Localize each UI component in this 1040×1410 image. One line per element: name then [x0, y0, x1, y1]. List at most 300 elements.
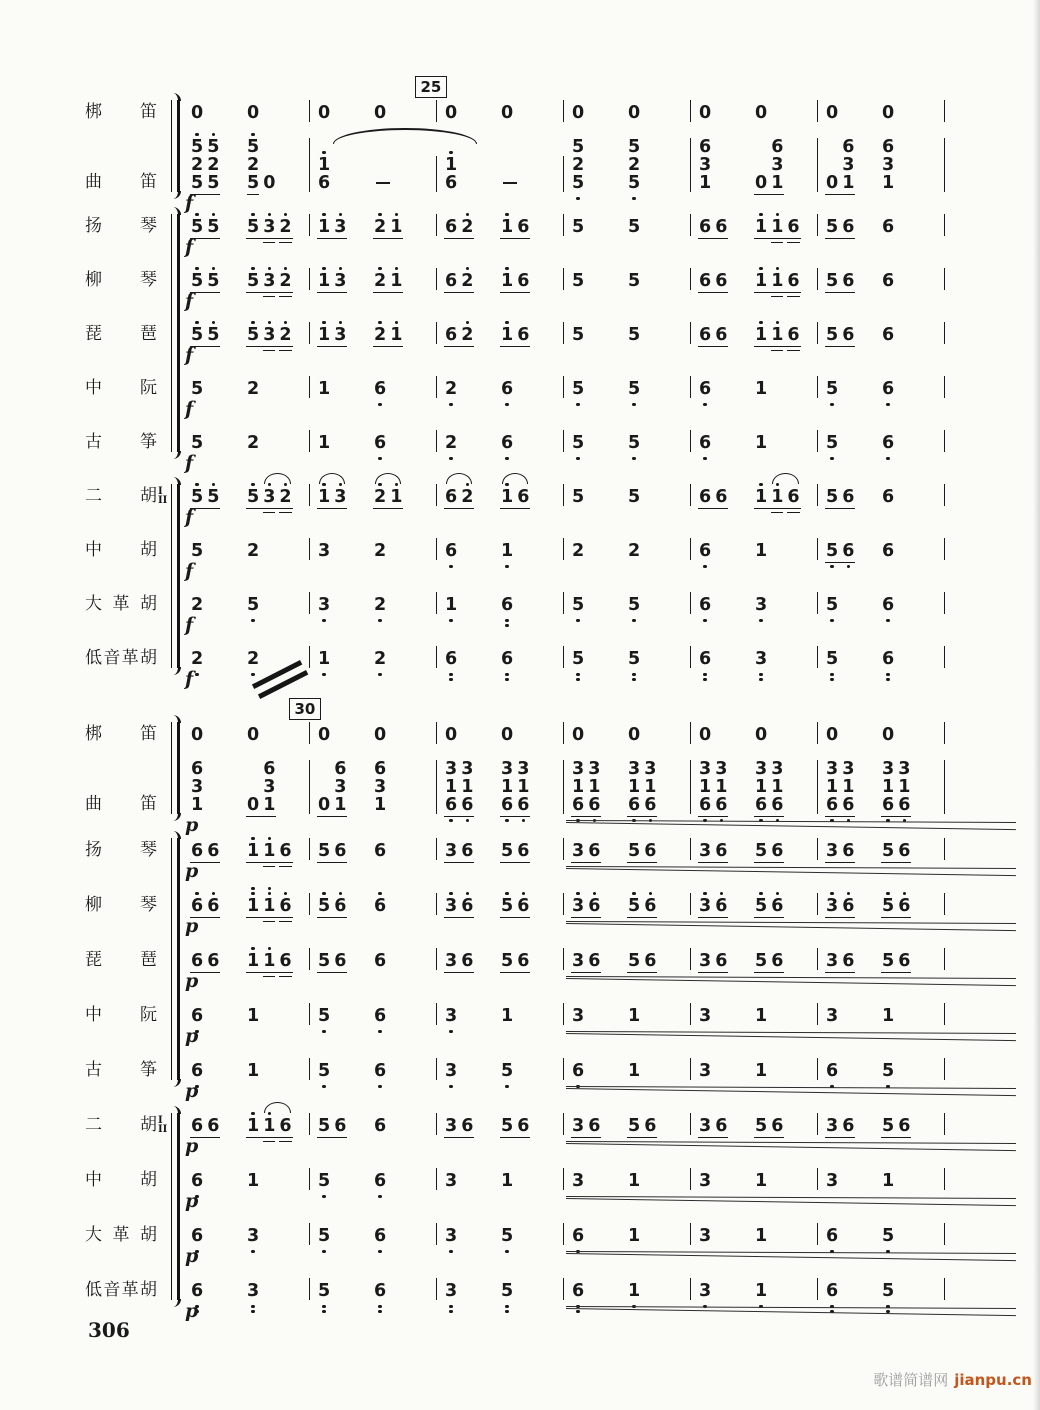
note: 6	[572, 1062, 584, 1080]
note: 6	[191, 951, 204, 971]
note: 3	[334, 218, 346, 236]
chord-note: 6 3 1	[334, 759, 347, 815]
note: 3	[572, 1116, 585, 1136]
note: 1	[771, 272, 783, 290]
watermark-link[interactable]: jianpu.cn	[954, 1371, 1032, 1389]
note: 0	[318, 725, 331, 745]
note: 1	[755, 433, 768, 453]
measure	[818, 646, 945, 668]
note: 1	[755, 488, 767, 506]
note: 6	[374, 434, 386, 452]
beat	[317, 380, 373, 398]
note: 6	[374, 1116, 387, 1136]
instrument-row-guzheng	[85, 430, 945, 474]
instrument-row-liuqin	[85, 268, 945, 312]
note: 1	[501, 488, 513, 506]
note: 2	[247, 379, 260, 399]
note: 0	[445, 103, 458, 123]
instrument-label-guzheng: 古筝	[85, 1060, 157, 1080]
dynamic-mark: p	[185, 915, 199, 937]
beat	[571, 596, 627, 614]
beat	[373, 434, 429, 452]
beat	[627, 952, 683, 970]
note: 6	[517, 897, 529, 915]
measure	[437, 100, 564, 122]
note: 2	[191, 650, 203, 668]
beat	[881, 760, 937, 814]
note: 3	[445, 951, 458, 971]
beat	[246, 104, 302, 122]
instrument-row-zhongruan	[85, 1003, 945, 1047]
note: 2	[374, 326, 386, 344]
note: 2	[374, 650, 386, 668]
note: 2	[247, 541, 260, 561]
beat	[881, 380, 937, 398]
beat	[373, 596, 429, 614]
instrument-row-dagehu	[85, 592, 945, 636]
instrument-row-erhu	[85, 1113, 945, 1157]
beat	[754, 326, 810, 344]
measures	[183, 214, 945, 236]
measure	[310, 1113, 437, 1135]
note: 5	[628, 380, 640, 398]
measure	[691, 1003, 818, 1025]
measure	[437, 948, 564, 970]
beat	[825, 138, 881, 192]
note: 6	[699, 434, 711, 452]
note: 6	[374, 1062, 386, 1080]
beat	[754, 1227, 810, 1245]
dynamic-mark: f	[185, 192, 194, 214]
note: 6	[699, 325, 712, 345]
note: 3	[247, 1282, 259, 1300]
note: 1	[318, 272, 330, 290]
watermark-site-name: 歌谱简谱网	[873, 1371, 949, 1389]
note: 5	[882, 1062, 894, 1080]
beat	[698, 760, 754, 814]
measure	[691, 268, 818, 290]
note: 6	[588, 841, 601, 861]
measure	[437, 893, 564, 915]
beat	[444, 1007, 500, 1025]
note: 5	[826, 487, 839, 507]
beat	[444, 897, 500, 915]
beat	[754, 1062, 810, 1080]
note: 6	[842, 271, 855, 291]
chord-note: 6 3 1	[191, 759, 204, 815]
note: 6	[898, 951, 911, 971]
note: 5	[191, 433, 204, 453]
beat	[571, 272, 627, 290]
dynamic-mark: p	[185, 1190, 199, 1212]
beat	[627, 1117, 683, 1135]
beat	[825, 1117, 881, 1135]
measure	[437, 322, 564, 344]
note: 6	[191, 1007, 203, 1025]
note: 3	[755, 650, 767, 668]
beat	[246, 760, 302, 814]
instrument-label-guzheng: 古筝	[85, 432, 157, 452]
note: 5	[628, 217, 641, 237]
beat	[500, 1172, 556, 1190]
measures	[183, 484, 945, 506]
beat	[754, 1007, 810, 1025]
measure	[437, 1168, 564, 1190]
note: 2	[247, 650, 259, 668]
measure	[818, 1168, 945, 1190]
slur-group	[374, 488, 402, 506]
note: 6	[644, 1116, 657, 1136]
beat	[317, 1117, 373, 1135]
measure	[310, 538, 437, 560]
measure	[437, 376, 564, 398]
note: 6	[191, 1116, 204, 1136]
measures	[183, 138, 945, 192]
note: 5	[191, 488, 203, 506]
instrument-row-diyingehu	[85, 646, 945, 690]
note: 1	[755, 1171, 768, 1191]
note: 6	[715, 1116, 728, 1136]
note: 5	[207, 272, 219, 290]
dynamic-mark: p	[185, 970, 199, 992]
note: 5	[207, 326, 219, 344]
beat	[825, 650, 881, 668]
note: 6	[517, 325, 530, 345]
note: 5	[628, 1116, 641, 1136]
beat	[190, 842, 246, 860]
note: 5	[628, 897, 640, 915]
note: 5	[628, 841, 641, 861]
beat	[317, 272, 373, 290]
measure	[310, 948, 437, 970]
chord-note: 3 1 6	[461, 760, 473, 814]
beat	[500, 842, 556, 860]
note: 5	[628, 487, 641, 507]
crescendo-lines	[566, 1138, 1016, 1150]
beat	[698, 218, 754, 236]
beat	[444, 1062, 500, 1080]
note: 2	[445, 380, 457, 398]
beat	[500, 488, 556, 506]
measure	[310, 268, 437, 290]
measure	[564, 430, 691, 452]
measure	[437, 538, 564, 560]
measure	[183, 893, 310, 915]
beat	[754, 434, 810, 452]
measure	[691, 592, 818, 614]
beat	[627, 1172, 683, 1190]
measures	[183, 1223, 945, 1245]
measure	[691, 376, 818, 398]
beat	[627, 1062, 683, 1080]
measure	[818, 948, 945, 970]
instrument-row-bangdi	[85, 722, 945, 744]
note: 3	[699, 897, 711, 915]
beat	[571, 104, 627, 122]
chord-note: 6 3 1	[842, 137, 855, 193]
measures	[183, 268, 945, 290]
note: 2	[461, 326, 473, 344]
instrument-label-qudi: 曲笛	[85, 172, 157, 192]
beat	[500, 897, 556, 915]
beat	[881, 542, 937, 560]
beat	[825, 1172, 881, 1190]
measures	[183, 322, 945, 344]
instrument-label-zhongruan: 中阮	[85, 378, 157, 398]
measure	[564, 376, 691, 398]
beat	[317, 952, 373, 970]
note: 5	[318, 951, 331, 971]
note: 5	[755, 1116, 768, 1136]
note: 0	[501, 725, 514, 745]
measure	[818, 138, 945, 192]
beat	[190, 952, 246, 970]
measure	[818, 1058, 945, 1080]
beat	[317, 596, 373, 614]
measures	[183, 760, 945, 814]
note: 1	[318, 488, 330, 506]
beat	[246, 1007, 302, 1025]
beat	[698, 596, 754, 614]
beat	[444, 488, 500, 506]
system-1-rows	[85, 100, 945, 690]
dynamic-mark: p	[185, 1135, 199, 1157]
chord-note: 5 2 5	[572, 138, 584, 192]
note: 6	[207, 841, 220, 861]
note: 2	[279, 326, 291, 344]
note: 0	[572, 725, 585, 745]
note: 5	[501, 841, 514, 861]
note: 1	[390, 488, 402, 506]
beat	[500, 434, 556, 452]
dynamic-mark: p	[185, 1025, 199, 1047]
note: 0	[263, 173, 276, 193]
beat	[190, 1227, 246, 1245]
note: 2	[461, 218, 473, 236]
note: 5	[501, 951, 514, 971]
note: 6	[445, 325, 458, 345]
measure	[564, 138, 691, 192]
beat	[246, 952, 302, 970]
note: 5	[882, 841, 895, 861]
beat	[627, 650, 683, 668]
note: 2	[279, 218, 291, 236]
measure	[691, 1168, 818, 1190]
beat	[190, 1117, 246, 1135]
beat	[317, 1227, 373, 1245]
beat	[190, 1172, 246, 1190]
note: 3	[826, 1116, 839, 1136]
measure	[437, 1058, 564, 1080]
note: 0	[699, 725, 712, 745]
note: 1	[318, 379, 331, 399]
beat	[373, 650, 429, 668]
beat	[754, 726, 810, 744]
beat	[246, 1227, 302, 1245]
beat	[373, 380, 429, 398]
note: 3	[334, 326, 346, 344]
beat	[317, 434, 373, 452]
beat	[317, 104, 373, 122]
dynamic-mark: p	[185, 1300, 199, 1322]
beat	[881, 1172, 937, 1190]
note: 6	[882, 325, 895, 345]
note: 6	[517, 271, 530, 291]
note: 3	[826, 841, 839, 861]
beat	[627, 726, 683, 744]
beat	[571, 952, 627, 970]
note: 3	[826, 1171, 839, 1191]
measure	[564, 268, 691, 290]
chord-note: 1 6	[445, 156, 457, 192]
measure	[310, 376, 437, 398]
beat	[500, 1227, 556, 1245]
beat	[698, 1172, 754, 1190]
note: 1	[771, 326, 783, 344]
note: 6	[572, 1227, 584, 1245]
note: 6	[644, 951, 657, 971]
beat	[246, 842, 302, 860]
note: 1	[755, 218, 767, 236]
measure	[691, 948, 818, 970]
measure	[564, 893, 691, 915]
measure	[691, 538, 818, 560]
instrument-row-zhonghu	[85, 1168, 945, 1212]
beat	[627, 138, 683, 192]
note: 6	[517, 217, 530, 237]
note: 6	[842, 542, 854, 560]
note: 5	[628, 951, 641, 971]
measure	[691, 838, 818, 860]
beat	[698, 650, 754, 668]
measure	[183, 430, 310, 452]
measures	[183, 1278, 945, 1300]
note: 3	[699, 951, 712, 971]
beat	[571, 380, 627, 398]
beat	[698, 1227, 754, 1245]
measure	[310, 430, 437, 452]
chord-note: 5 2 5	[247, 138, 259, 192]
beat	[373, 488, 429, 506]
note: 6	[445, 542, 457, 560]
beat	[825, 1007, 881, 1025]
measure	[310, 838, 437, 860]
beat	[825, 104, 881, 122]
measure	[564, 1113, 691, 1135]
note: 6	[191, 1062, 203, 1080]
note: 5	[572, 271, 585, 291]
note: 0	[826, 725, 839, 745]
beat	[571, 1227, 627, 1245]
note: 5	[755, 841, 768, 861]
note: 5	[318, 1007, 330, 1025]
measure	[183, 592, 310, 614]
note: 0	[882, 103, 895, 123]
system-2	[85, 699, 945, 1333]
beat	[246, 138, 302, 192]
measure	[437, 214, 564, 236]
instrument-label-zhonghu: 中胡	[85, 540, 157, 560]
note: 3	[699, 1006, 712, 1026]
measures	[183, 838, 945, 860]
beat	[627, 1227, 683, 1245]
measure	[818, 214, 945, 236]
instrument-row-dagehu	[85, 1223, 945, 1267]
measure	[183, 1058, 310, 1080]
chord-note: 3 1 6	[588, 760, 600, 814]
note: 1	[755, 1061, 768, 1081]
note: 0	[826, 173, 839, 193]
beat	[500, 104, 556, 122]
crescendo-lines	[566, 1028, 1016, 1040]
beat	[373, 104, 429, 122]
chord-note: 3 1 6	[842, 760, 854, 814]
note: 6	[771, 841, 784, 861]
instrument-row-bangdi	[85, 100, 945, 122]
measure	[183, 376, 310, 398]
beat	[881, 138, 937, 192]
note: 1	[628, 1061, 641, 1081]
beat	[500, 650, 556, 668]
note: 1	[247, 1117, 259, 1135]
beat	[881, 842, 937, 860]
beat	[444, 1282, 500, 1300]
note: 1	[755, 1006, 768, 1026]
note: 3	[318, 541, 331, 561]
note: 2	[247, 433, 260, 453]
beat	[881, 1227, 937, 1245]
beat	[500, 272, 556, 290]
chord-note: 5 2 5	[191, 138, 203, 192]
beat	[500, 760, 556, 814]
note: 5	[207, 218, 219, 236]
beat	[754, 104, 810, 122]
note: 5	[207, 488, 219, 506]
note: 6	[715, 487, 728, 507]
measure	[310, 1168, 437, 1190]
note: 5	[572, 325, 585, 345]
instrument-row-diyingehu	[85, 1278, 945, 1322]
beat	[698, 1062, 754, 1080]
note: 6	[715, 951, 728, 971]
note: 3	[334, 488, 346, 506]
measure	[691, 760, 818, 814]
note: 2	[374, 218, 386, 236]
chord-note: 3 1 6	[715, 760, 727, 814]
beat	[190, 897, 246, 915]
note: 6	[279, 842, 291, 860]
chord-note: 3 1 6	[699, 760, 711, 814]
instrument-row-erhu	[85, 484, 945, 528]
note: 0	[699, 103, 712, 123]
beat	[246, 488, 302, 506]
measure	[818, 1223, 945, 1245]
note: 0	[374, 725, 387, 745]
note: 5	[572, 380, 584, 398]
note: 3	[445, 1007, 457, 1025]
beat	[754, 272, 810, 290]
measure	[691, 138, 818, 192]
measure	[818, 484, 945, 506]
note: 5	[572, 217, 585, 237]
note: 5	[191, 541, 204, 561]
beat	[881, 1007, 937, 1025]
beat	[571, 138, 627, 192]
note: 6	[882, 271, 895, 291]
slur-group	[318, 488, 346, 506]
measure	[691, 214, 818, 236]
chord-note: 3 1 6	[771, 760, 783, 814]
